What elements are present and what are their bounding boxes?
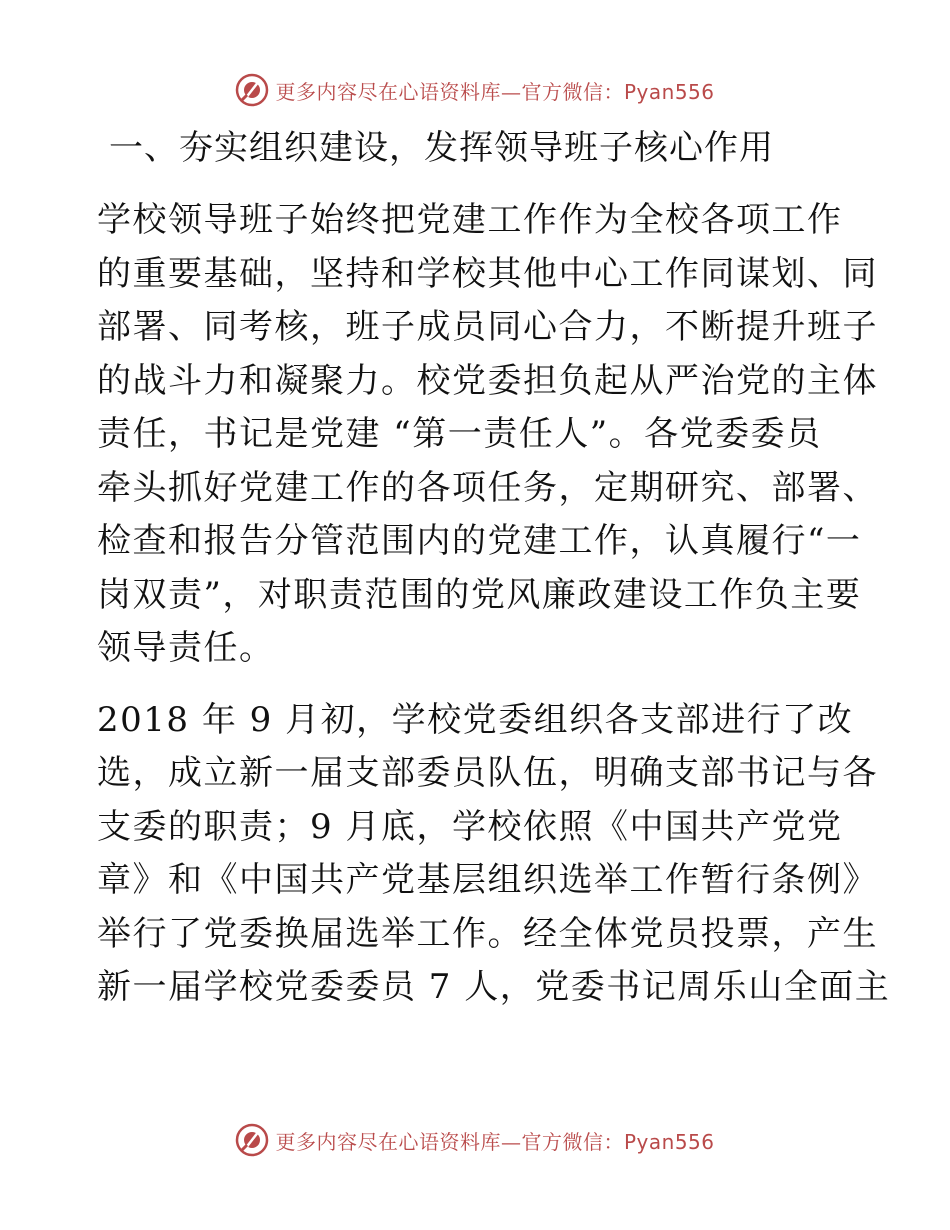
text-line: 的战斗力和凝聚力。校党委担负起从严治党的主体 — [97, 360, 878, 401]
text-line: 检查和报告分管范围内的党建工作，认真履行“一 — [97, 521, 862, 561]
banner-text: 更多内容尽在心语资料库—官方微信：Pyan556 — [275, 79, 715, 104]
text-line: 支委的职责；9 月底，学校依照《中国共产党党 — [97, 806, 843, 847]
footer-banner — [0, 1120, 950, 1160]
paragraph — [97, 194, 878, 676]
text-line: 责任，书记是党建 “第一责任人”。各党委委员 — [97, 414, 822, 454]
document-body — [97, 122, 891, 1015]
section-heading: 一、夯实组织建设，发挥领导班子核心作用 — [109, 128, 774, 168]
text-line: 牵头抓好党建工作的各项任务，定期研究、部署、 — [97, 467, 878, 508]
text-line: 章》和《中国共产党基层组织选举工作暂行条例》 — [97, 860, 878, 900]
text-line: 新一届学校党委委员 7 人，党委书记周乐山全面主 — [97, 967, 891, 1007]
red-seal-logo-icon — [235, 1123, 269, 1157]
wechat-id: Pyan556 — [623, 1129, 715, 1154]
red-seal-logo-icon — [235, 73, 269, 107]
text-line: 举行了党委换届选举工作。经全体党员投票，产生 — [97, 913, 878, 954]
text-line: 学校领导班子始终把党建工作作为全校各项工作 — [97, 200, 843, 240]
text-line: 部署、同考核，班子成员同心合力，不断提升班子 — [97, 307, 878, 347]
banner-text: 更多内容尽在心语资料库—官方微信：Pyan556 — [275, 1129, 715, 1154]
text-line: 岗双责”，对职责范围的党风廉政建设工作负主要 — [97, 574, 862, 615]
text-line: 2018 年 9 月初，学校党委组织各支部进行了改 — [97, 699, 854, 740]
text-line: 领导责任。 — [97, 628, 275, 668]
text-line: 的重要基础，坚持和学校其他中心工作同谋划、同 — [97, 253, 878, 294]
text-line: 选，成立新一届支部委员队伍，明确支部书记与各 — [97, 753, 878, 793]
paragraph — [97, 694, 891, 1015]
wechat-id: Pyan556 — [623, 79, 715, 104]
paragraph-container — [97, 194, 891, 1015]
header-banner — [0, 70, 950, 110]
